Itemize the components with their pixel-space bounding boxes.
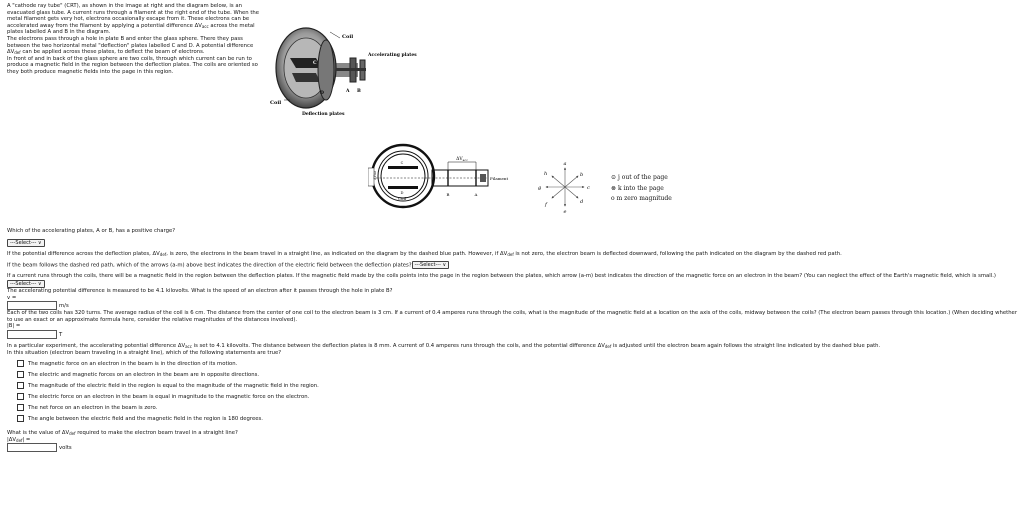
diagram-c-label: C — [400, 161, 404, 165]
q4-select[interactable]: ---Select--- ∨ — [7, 280, 45, 288]
option-3[interactable]: The magnitude of the electric field in the region is equal to the magnitude of the magnetic field in the region. — [17, 382, 1019, 390]
direction-arrows-compass — [530, 160, 600, 215]
speed-input[interactable] — [7, 301, 57, 310]
arrow-g-label: g — [538, 185, 542, 191]
checkbox[interactable] — [17, 382, 24, 389]
arrow-e-label: e — [563, 209, 567, 215]
plate-d-label: D — [320, 91, 324, 96]
diagram-a-label: A — [474, 192, 478, 197]
crt-schematic-diagram — [368, 140, 528, 210]
intro-text — [7, 3, 267, 76]
dot-circle-icon: ⊙ — [611, 174, 617, 181]
q8-text: In this situation (electron beam traveling in a straight line), which of the following statements are true? — [7, 349, 282, 356]
plate-a-label: A — [346, 89, 350, 94]
checkbox[interactable] — [17, 360, 24, 367]
filament-label: Filament — [490, 176, 509, 181]
field-magnitude-input[interactable] — [7, 330, 57, 339]
plate-c-label: C — [313, 61, 317, 66]
checkbox[interactable] — [17, 404, 24, 411]
direction-legend — [611, 173, 672, 205]
dv-def-input[interactable] — [7, 443, 57, 452]
b-label: |B| = — [7, 323, 21, 330]
legend-into-page: ⊗ k into the page — [611, 184, 664, 192]
checkbox[interactable] — [17, 415, 24, 422]
q5-text: The accelerating potential difference is measured to be 4.1 kilovolts. What is the speed of an electron after it passes through the hole in plate B? — [7, 288, 393, 295]
v-label: v = — [7, 294, 17, 301]
diagram-b-label: B — [446, 192, 450, 197]
arrow-f-label: f — [545, 202, 547, 208]
diagram-d-label: D — [400, 191, 404, 195]
arrow-b-label: b — [580, 172, 584, 178]
plate-b-label: B — [357, 89, 361, 94]
q9-text: What is the value of $\Delta V_{def}$ required to make the electron beam travel in a straight line? — [7, 430, 238, 437]
q1-select[interactable]: ---Select--- ∨ — [7, 239, 45, 247]
option-1[interactable]: The magnetic force on an electron in the beam is in the direction of its motion. — [17, 360, 1019, 368]
coil-top-label: Coil — [342, 34, 354, 40]
coil-left-label: Coil — [270, 100, 282, 106]
q4-text: If a current runs through the coils, there will be a magnetic field in the region between the deflection plates. If the magnetic field made by the coils points into the page in the region between the plates, which arrow (a-m) best indicates the direction of the magnetic force on an electron in the beam? (You can neglect the effect of the Earth's magnetic field, which is small.)---Select--- ∨ — [7, 273, 996, 287]
q3-text: If the beam follows the dashed red path, which of the arrows (a-m) above best indicates the direction of the electric field between the deflection plates? ---Select--- ∨ — [7, 261, 1019, 269]
zero-circle-icon: o — [611, 195, 615, 202]
chevron-down-icon: ∨ — [37, 239, 42, 246]
checkbox[interactable] — [17, 393, 24, 400]
intro-paragraph-1: A "cathode ray tube" (CRT), as shown in the image at right and the diagram below, is an evacuated glass tube. A current runs through a filament at the right end of the tube. When the metal filament gets very hot, electrons occasionally escape from it. These electrons can be accelerated away from the filament by applying a potential difference $\Delta V_{acc}$ across the metal plates labelled A and B in the diagram. — [7, 3, 260, 36]
chevron-down-icon: ∨ — [442, 262, 447, 269]
option-4[interactable]: The electric force on an electron in the beam is equal in magnitude to the magnetic force on the electron. — [17, 393, 1019, 401]
dv-acc-label: $\Delta V_{acc}$ — [456, 157, 468, 162]
speed-unit: m/s — [59, 303, 69, 310]
coil-label: Coil — [398, 196, 407, 201]
questions-section — [7, 228, 1019, 452]
x-circle-icon: ⊗ — [611, 184, 617, 192]
q3-select[interactable]: ---Select--- ∨ — [412, 261, 450, 269]
field-unit: T — [59, 332, 63, 339]
intro-paragraph-3: In front of and in back of the glass sphere are two coils, through which current can be run to produce a magnetic field in the region between the deflection plates. The coils are oriented so they both produce magnetic fields into the page in this region. — [7, 55, 258, 75]
chevron-down-icon: ∨ — [37, 280, 42, 287]
dv-def-label: ΔVdef — [373, 170, 377, 180]
dv-def-answer-label: $|\Delta V_{def}|$ = — [7, 436, 31, 443]
q7-text: In a particular experiment, the accelerating potential difference $\Delta V_{acc}$ is set to 4.1 kilovolts. The distance between the deflection plates is 8 mm. A current of 0.4 amperes runs through the coils, and the potential difference $\Delta V_{def}$ is adjusted until the electron beam again follows the straight line indicated by the dashed blue path. — [7, 343, 881, 350]
checkbox[interactable] — [17, 371, 24, 378]
volts-unit: volts — [59, 445, 72, 452]
option-6[interactable]: The angle between the electric field and the magnetic field in the region is 180 degrees. — [17, 415, 1019, 423]
option-2[interactable]: The electric and magnetic forces on an electron in the beam are in opposite directions. — [17, 371, 1019, 379]
arrow-a-label: a — [563, 161, 567, 167]
arrow-d-label: d — [580, 199, 584, 205]
arrow-c-label: c — [587, 185, 590, 191]
option-5[interactable]: The net force on an electron in the beam is zero. — [17, 404, 1019, 412]
legend-out-of-page: ⊙ j out of the page — [611, 174, 668, 181]
q1-text: Which of the accelerating plates, A or B, has a positive charge? — [7, 228, 176, 234]
arrow-h-label: h — [544, 171, 548, 177]
q6-text: Each of the two coils has 320 turns. The average radius of the coil is 6 cm. The distance from the center of one coil to the electron beam is 3 cm. If a current of 0.4 amperes runs through the coils, what is the magnitude of the magnetic field at a location on the axis of the coils, midway between the coils? (The electron beam passes through this location.) (When deciding whether to use an exact or an approximate formula here, consider the relative magnitudes of the distances involved). — [7, 310, 1017, 323]
deflection-plates-label: Deflection plates — [302, 112, 345, 117]
crt-tube-figure — [268, 18, 418, 118]
q2-text: If the potential difference across the deflection plates, $\Delta V_{def}$, is zero, the electrons in the beam travel in a straight line, as indicated on the diagram by the dashed blue path. However, if $\Delta V_{def}$ is not zero, the electron beam is deflected downward, following the path indicated on the diagram by the dashed red path. — [7, 250, 842, 257]
accelerating-plates-label: Accelerating plates — [368, 53, 417, 58]
legend-zero: o m zero magnitude — [611, 195, 672, 202]
intro-paragraph-2: The electrons pass through a hole in plate B and enter the glass sphere. There they pass between the two horizontal metal "deflection" plates labelled C and D. A potential difference $\Delta V_{def}$ can be applied across these plates, to deflect the beam of electrons. — [7, 35, 254, 56]
